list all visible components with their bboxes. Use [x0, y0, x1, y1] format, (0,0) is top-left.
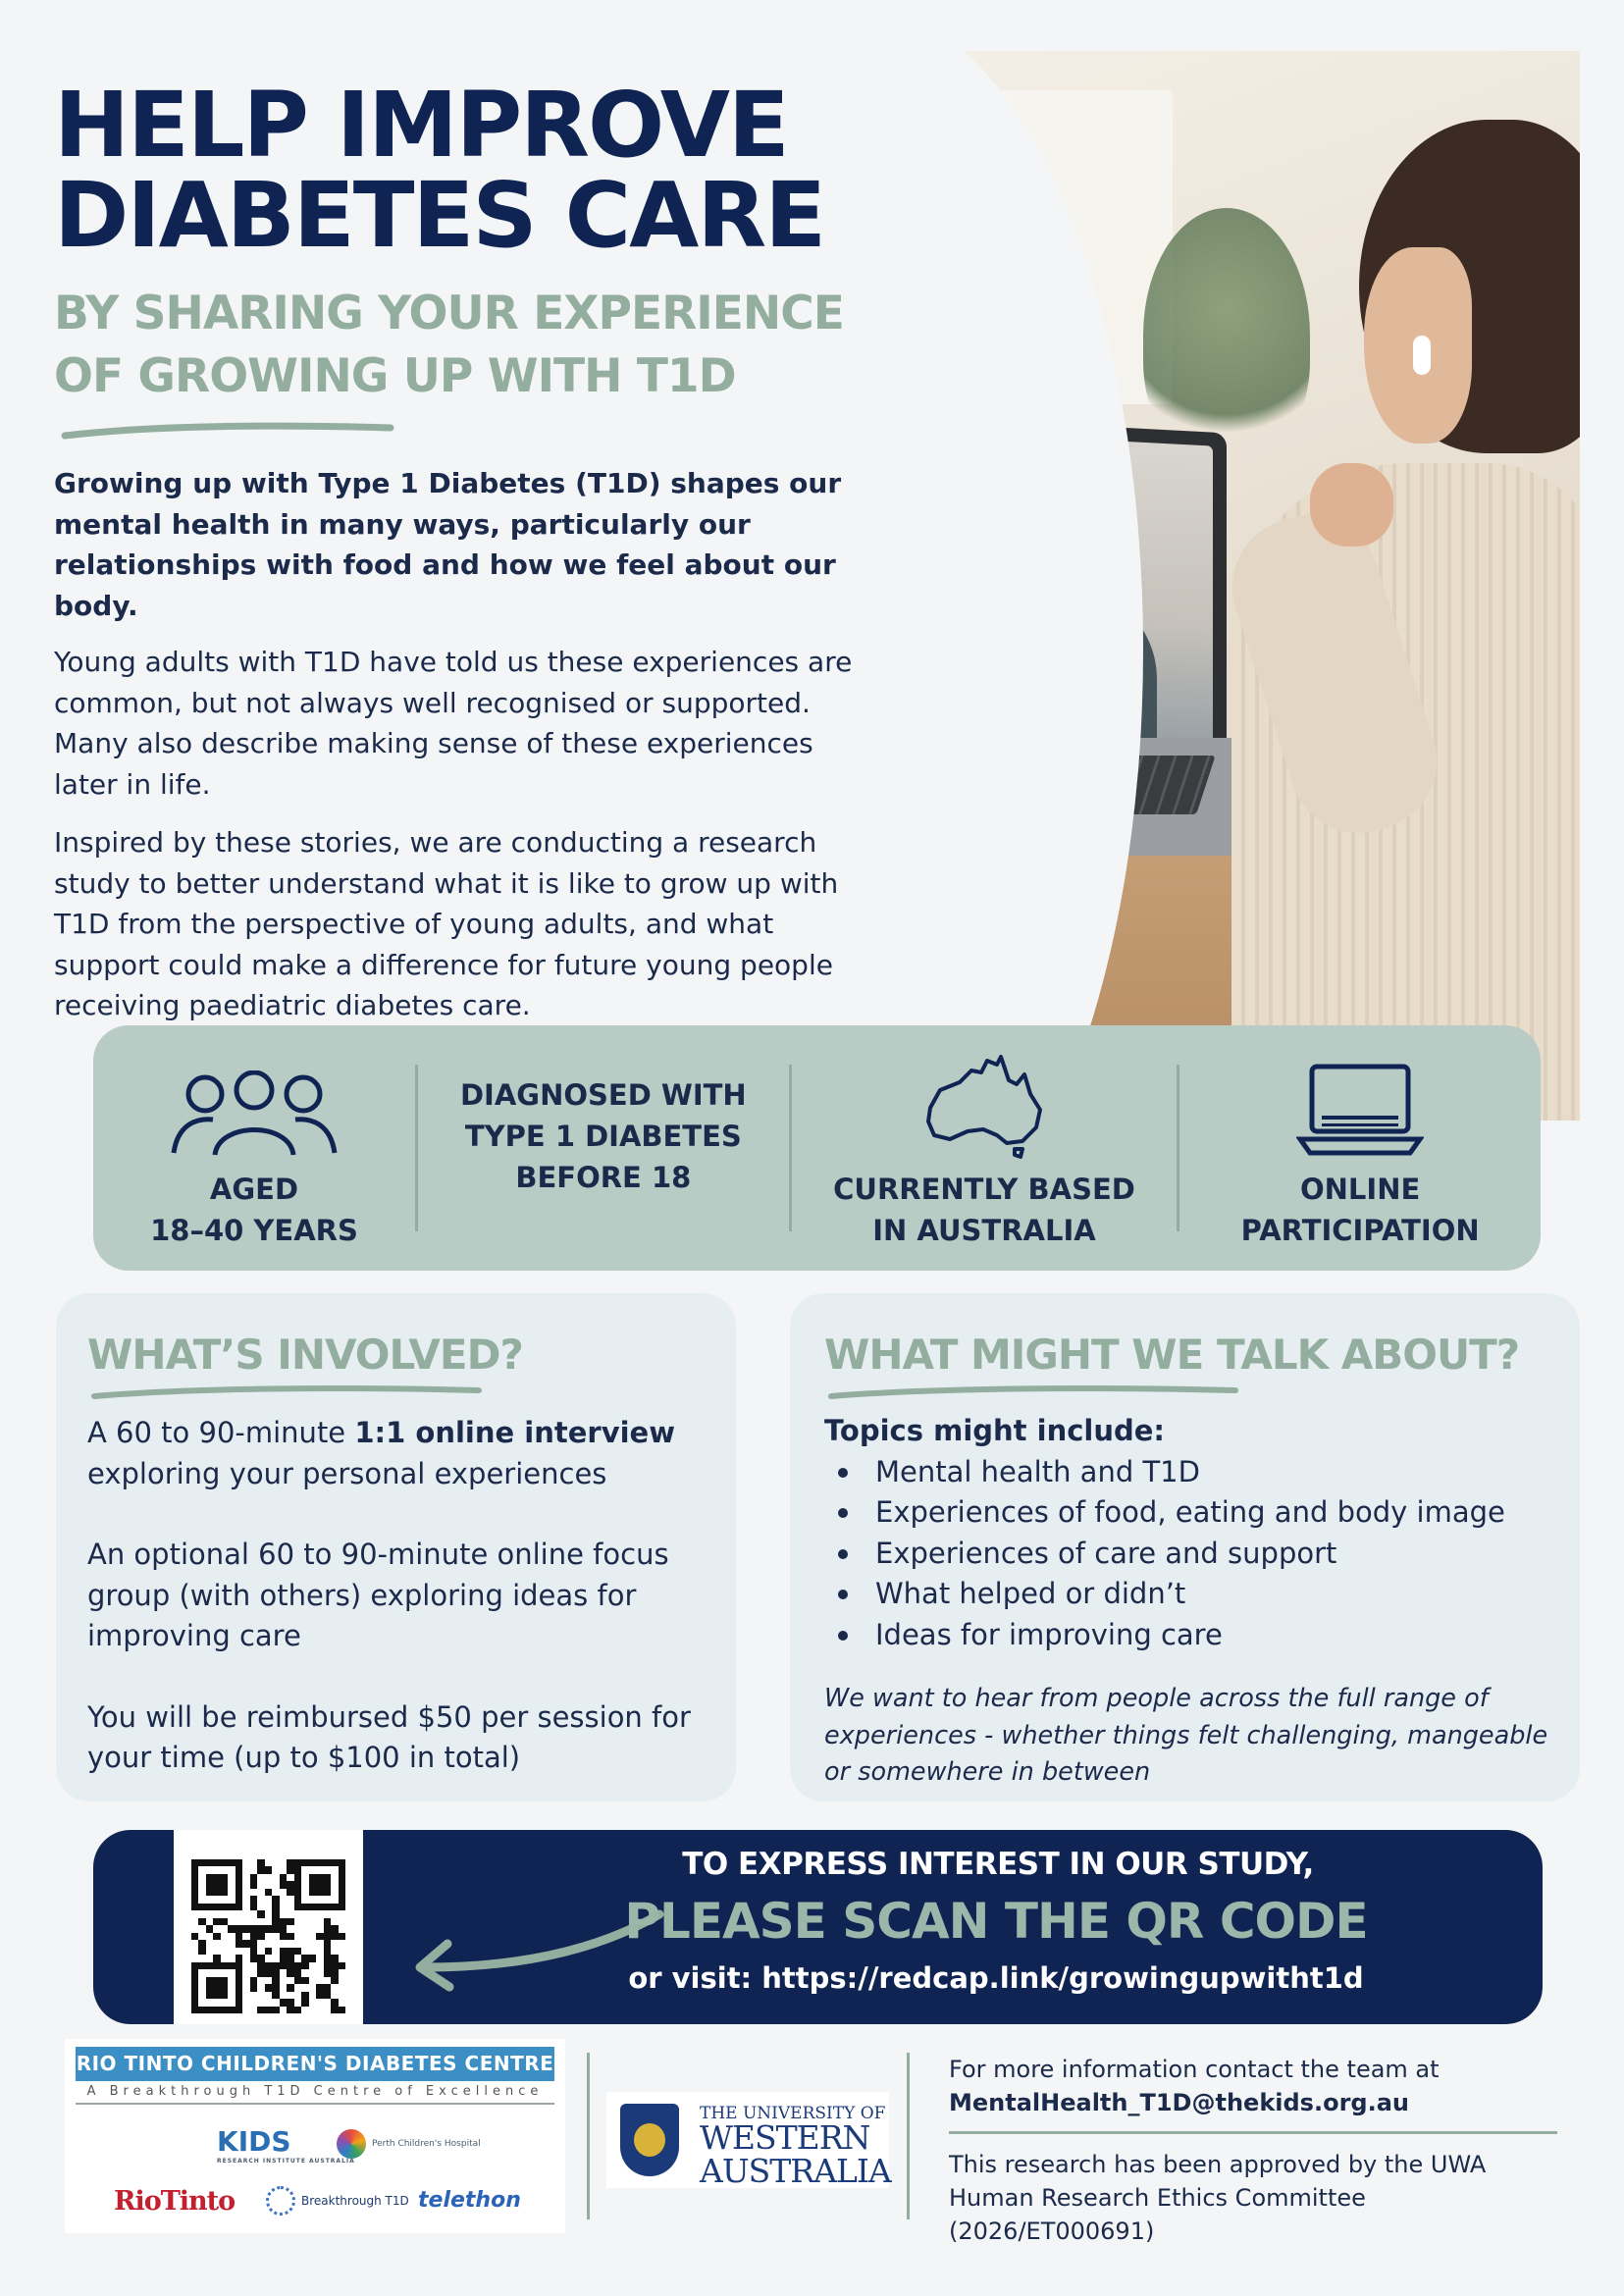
focus-group-text: An optional 60 to 90-minute online focus group (with others) exploring ideas for improving care: [87, 1538, 669, 1652]
rio-tinto-centre-logo: RIO TINTO CHILDREN'S DIABETES CENTRE: [76, 2047, 554, 2081]
burst-icon: [266, 2186, 295, 2216]
qr-code[interactable]: [174, 1830, 363, 2024]
eligibility-band: [93, 1025, 1541, 1271]
rio-tinto-logo: RioTinto: [114, 2186, 236, 2217]
list-item: Mental health and T1D: [838, 1452, 1550, 1493]
people-icon: [166, 1070, 342, 1159]
pch-star-icon: [337, 2129, 366, 2159]
intro-lead: Growing up with Type 1 Diabetes (T1D) shapes our mental health in many ways, particularly our relationships with food and how we feel about our body.: [54, 467, 842, 622]
partner-logos: [65, 2039, 565, 2233]
interview-text: A 60 to 90-minute 1:1 online interview exploring your personal experiences: [87, 1416, 676, 1490]
breakthrough-t1d-logo: Breakthrough T1D: [266, 2186, 409, 2216]
criterion-age: AGED 18–40 YEARS: [93, 1025, 415, 1271]
topics-label: Topics might include:: [824, 1414, 1166, 1447]
perth-childrens-hospital-logo: Perth Children's Hospital: [337, 2129, 481, 2159]
cta-line2: PLEASE SCAN THE QR CODE: [624, 1893, 1368, 1950]
list-item: Experiences of care and support: [838, 1534, 1550, 1575]
rio-tinto-centre-tagline: A Breakthrough T1D Centre of Excellence: [76, 2084, 554, 2105]
page-title: HELP IMPROVE DIABETES CARE: [54, 73, 825, 268]
swash-underline: [90, 1383, 483, 1401]
topics-note: We want to hear from people across the full range of experiences - whether things felt challenging, mangeable or somewhere in between: [824, 1684, 1548, 1787]
hero-photo: [849, 51, 1580, 1121]
cta-line1: TO EXPRESS INTEREST IN OUR STUDY,: [682, 1847, 1314, 1882]
qr-pattern[interactable]: [191, 1859, 345, 2013]
topics-heading: WHAT MIGHT WE TALK ABOUT?: [824, 1331, 1520, 1379]
swash-underline: [827, 1383, 1239, 1401]
contact-email[interactable]: MentalHealth_T1D@thekids.org.au: [949, 2089, 1409, 2116]
ethics-text: This research has been approved by the UWA Human Research Ethics Committee (2026/ET000691): [949, 2151, 1487, 2245]
intro-text: [54, 463, 868, 1044]
divider: [587, 2053, 590, 2219]
divider: [907, 2053, 910, 2219]
list-item: Ideas for improving care: [838, 1615, 1550, 1656]
list-item: What helped or didn’t: [838, 1574, 1550, 1615]
kids-institute-logo: KIDS RESEARCH INSTITUTE AUSTRALIA: [217, 2125, 355, 2165]
intro-paragraph: Inspired by these stories, we are conducting a research study to better understand what it is like to grow up with T1D from the perspective of young adults, and what support could make a difference for future young people receiving paediatric diabetes care.: [54, 826, 839, 1021]
criterion-location: CURRENTLY BASED IN AUSTRALIA: [792, 1025, 1178, 1271]
cta-band: [93, 1830, 1543, 2024]
criterion-diagnosis: DIAGNOSED WITH TYPE 1 DIABETES BEFORE 18: [459, 1077, 747, 1194]
australia-map-icon: [920, 1051, 1048, 1159]
contact-info: [949, 2053, 1577, 2248]
page-subtitle: BY SHARING YOUR EXPERIENCE OF GROWING UP WITH T1D: [54, 287, 844, 403]
uwa-logo: THE UNIVERSITY OF WESTERN AUSTRALIA: [606, 2092, 889, 2188]
criterion-online: ONLINE PARTICIPATION: [1179, 1025, 1541, 1271]
swash-underline: [61, 420, 394, 442]
list-item: Experiences of food, eating and body image: [838, 1492, 1550, 1534]
contact-text: For more information contact the team at: [949, 2056, 1440, 2083]
whats-involved-heading: WHAT’S INVOLVED?: [87, 1331, 523, 1379]
whats-involved-card: [56, 1293, 736, 1801]
topics-list: [838, 1452, 1550, 1656]
uwa-crest-icon: [620, 2104, 679, 2176]
reimbursement-text: You will be reimbursed $50 per session for your time (up to $100 in total): [87, 1699, 691, 1774]
divider: [949, 2131, 1557, 2134]
laptop-icon: [1296, 1061, 1424, 1159]
topics-card: [790, 1293, 1580, 1801]
telethon-logo: telethon: [418, 2188, 521, 2213]
cta-link[interactable]: or visit: https://redcap.link/growingupwitht1d: [628, 1961, 1364, 1995]
intro-paragraph: Young adults with T1D have told us these experiences are common, but not always well recognised or supported. Many also describe making sense of these experiences later in life.: [54, 646, 853, 801]
